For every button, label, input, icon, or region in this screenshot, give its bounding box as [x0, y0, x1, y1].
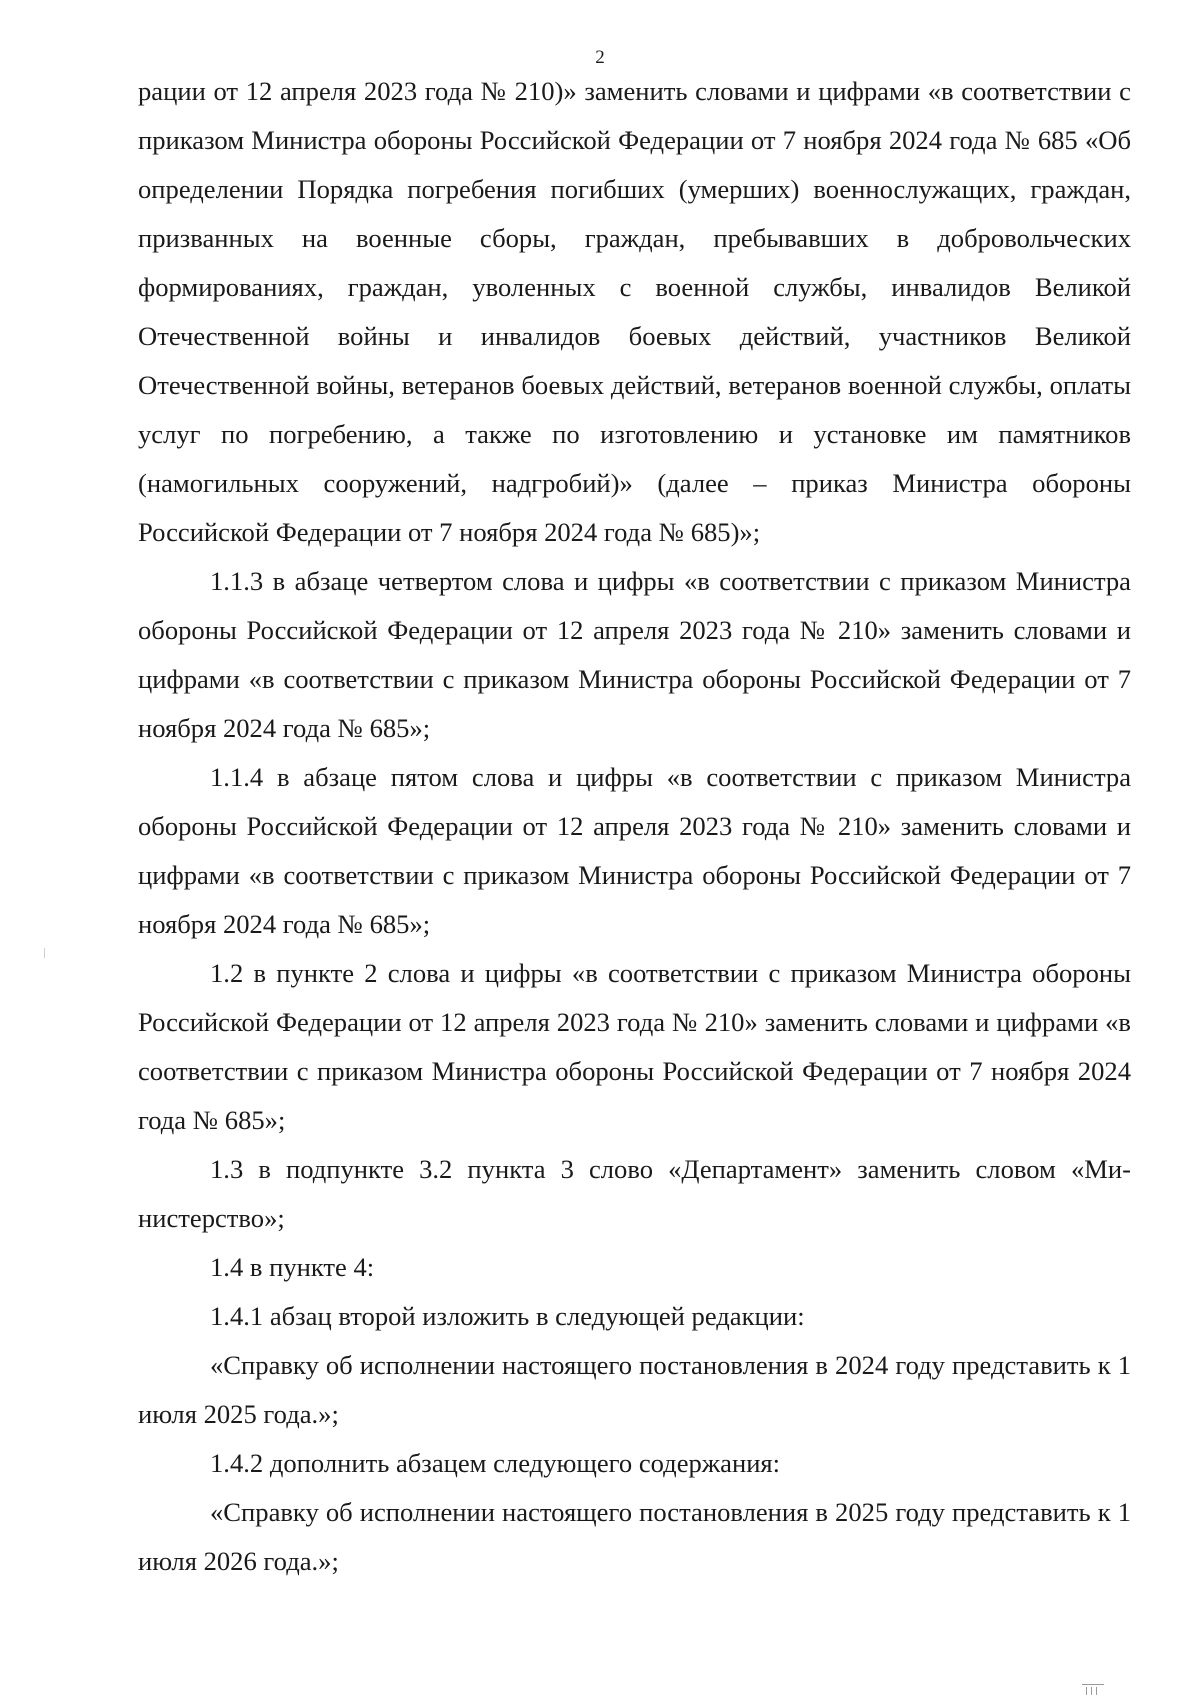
paragraph-1-1-3: 1.1.3 в абзаце четвертом слова и цифры «в соответствии с приказом Министра обороны Российской Федерации от 12 апреля 2023 года № 210» заменить словами и цифрами «в соответствии с приказом Министра обороны Российской Федерации от 7 ноября 2024 года № 685»; [138, 566, 1131, 743]
page-number: 2 [595, 47, 605, 68]
paragraph-1-1-4: 1.1.4 в абзаце пятом слова и цифры «в соответствии с приказом Министра обороны Российской Федерации от 12 апреля 2023 года № 210» заменить словами и цифрами «в соответствии с приказом Министра обороны Российской Федерации от 7 ноября 2024 года № 685»; [138, 762, 1131, 939]
paragraph-1-4-2: 1.4.2 дополнить абзацем следующего содержания: [210, 1448, 781, 1478]
paragraph-quote-2024: «Справку об исполнении настоящего постановления в 2024 году представить к 1 июля 2025 года.»; [138, 1350, 1131, 1429]
paragraph-1-2: 1.2 в пункте 2 слова и цифры «в соответствии с приказом Министра обороны Российской Федерации от 12 апреля 2023 года № 210» заменить словами и цифрами «в соответствии с приказом Министра обороны Российской Федерации от 7 ноября 2024 года № 685»; [138, 958, 1131, 1135]
paragraph-1-4-1: 1.4.1 абзац второй изложить в следующей редакции: [210, 1301, 805, 1331]
paragraph-continuation: рации от 12 апреля 2023 года № 210)» заменить словами и цифрами «в соответствии с приказом Министра обороны Российской Федерации от 7 ноября 2024 года № 685 «Об определении Порядка погребения погибших (умерших) военнослужащих, граждан, призванных на военные сборы, граждан, пребывавших в добровольческих формированиях, граждан, уволенных с военной службы, инвалидов Великой Отечественной войны и инвалидов боевых действий, участников Великой Отечественной войны, ветеранов боевых действий, ветеранов военной службы, оплаты услуг по погребению, а также по изготовлению и установке им памятников (намогильных сооружений, надгробий)» (далее – приказ Министра обороны Российской Федерации от 7 ноября 2024 года № 685)»; [138, 76, 1131, 547]
paragraph-1-3: 1.3 в подпункте 3.2 пункта 3 слово «Департамент» заменить словом «Министерство»; [138, 1154, 1131, 1233]
paragraph-1-4: 1.4 в пункте 4: [210, 1252, 375, 1282]
paragraph-quote-2025: «Справку об исполнении настоящего постановления в 2025 году представить к 1 июля 2026 года.»; [138, 1497, 1131, 1576]
scan-speck [44, 948, 45, 958]
scan-mark [1082, 1684, 1104, 1695]
document-body [138, 67, 1131, 1586]
